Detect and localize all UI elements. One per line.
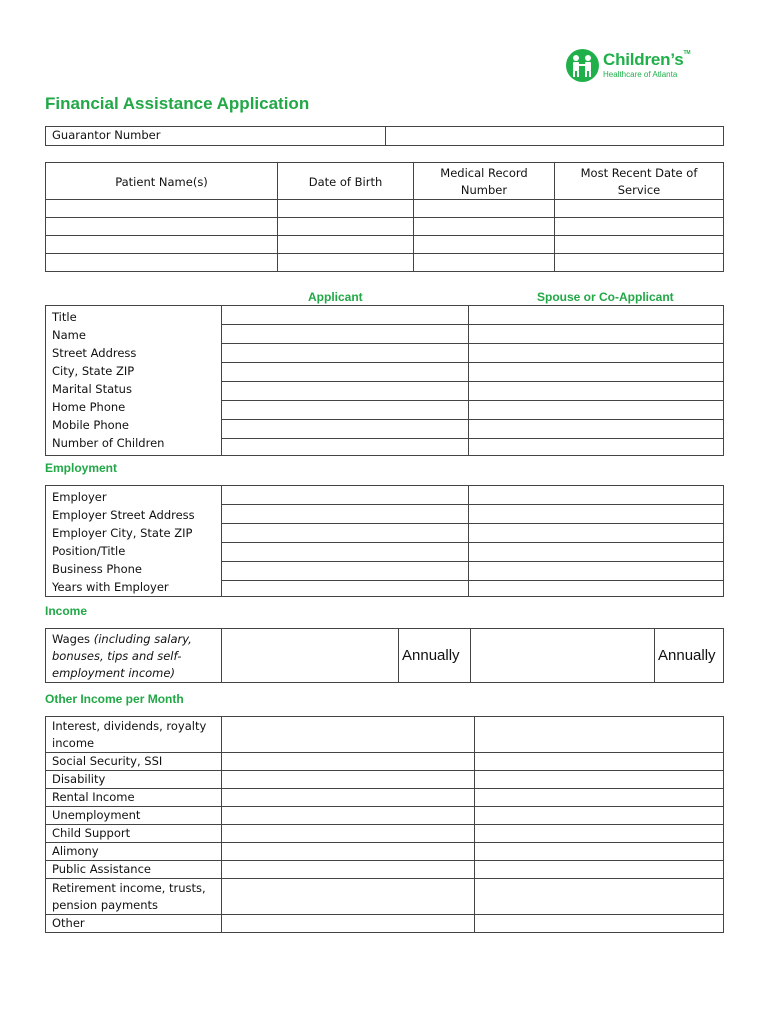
applicant-mobile-phone-input[interactable] [222,420,468,439]
label-home-phone: Home Phone [52,400,126,414]
patient-name-input[interactable] [46,200,278,218]
spouse-employment-column [469,486,724,597]
dob-input[interactable] [278,254,414,272]
label-interest: Interest, dividends, royalty income [46,717,222,753]
applicant-retirement-input[interactable] [222,879,475,915]
patient-name-input[interactable] [46,236,278,254]
label-public-assistance: Public Assistance [46,861,222,879]
label-street-address: Street Address [52,346,137,360]
label-city-state-zip: City, State ZIP [52,364,135,378]
label-employer: Employer [52,490,107,504]
spouse-children-input[interactable] [469,439,723,455]
applicant-alimony-input[interactable] [222,843,475,861]
dob-input[interactable] [278,218,414,236]
spouse-home-phone-input[interactable] [469,401,723,420]
wages-label [46,629,222,683]
applicant-street-input[interactable] [222,344,468,363]
label-number-of-children: Number of Children [52,436,165,450]
logo-name: Children’s™ [603,50,691,69]
applicant-interest-input[interactable] [222,717,475,753]
label-disability: Disability [46,771,222,789]
page-title: Financial Assistance Application [45,94,310,113]
children-figures-icon [566,49,599,82]
applicant-home-phone-input[interactable] [222,401,468,420]
spouse-employer-city-input[interactable] [469,524,723,543]
label-name: Name [52,328,86,342]
spouse-business-phone-input[interactable] [469,562,723,581]
spouse-public-assistance-input[interactable] [475,861,724,879]
spouse-mobile-phone-input[interactable] [469,420,723,439]
spouse-annually-label: Annually [655,629,724,683]
applicant-name-input[interactable] [222,325,468,344]
applicant-wages-input[interactable] [222,629,399,683]
applicant-child-support-input[interactable] [222,825,475,843]
spouse-name-input[interactable] [469,325,723,344]
label-child-support: Child Support [46,825,222,843]
label-social-security: Social Security, SSI [46,753,222,771]
label-mobile-phone: Mobile Phone [52,418,130,432]
logo-tm: TM [683,50,691,56]
income-table [45,628,724,683]
mrn-input[interactable] [414,236,555,254]
applicant-annually-label: Annually [399,629,471,683]
spouse-personal-column [469,306,724,456]
spouse-other-input[interactable] [475,915,724,933]
applicant-personal-column [222,306,469,456]
applicant-other-input[interactable] [222,915,475,933]
spouse-rental-input[interactable] [475,789,724,807]
spouse-marital-input[interactable] [469,382,723,401]
spouse-child-support-input[interactable] [475,825,724,843]
spouse-employer-input[interactable] [469,486,723,505]
mrn-input[interactable] [414,254,555,272]
patients-table [45,162,724,272]
childrens-logo [566,49,716,85]
applicant-city-input[interactable] [222,363,468,382]
employment-heading: Employment [45,461,118,475]
spouse-disability-input[interactable] [475,771,724,789]
applicant-position-input[interactable] [222,543,468,562]
dob-input[interactable] [278,236,414,254]
spouse-position-input[interactable] [469,543,723,562]
label-other: Other [46,915,222,933]
other-income-table [45,716,724,933]
applicant-disability-input[interactable] [222,771,475,789]
mrn-input[interactable] [414,200,555,218]
applicant-title-input[interactable] [222,306,468,325]
employment-table [45,485,724,597]
spouse-alimony-input[interactable] [475,843,724,861]
spouse-city-input[interactable] [469,363,723,382]
applicant-rental-input[interactable] [222,789,475,807]
patient-name-input[interactable] [46,254,278,272]
label-employer-city: Employer City, State ZIP [52,526,193,540]
label-marital-status: Marital Status [52,382,132,396]
guarantor-label: Guarantor Number [46,127,386,146]
label-title: Title [52,310,77,324]
applicant-ssi-input[interactable] [222,753,475,771]
spouse-title-input[interactable] [469,306,723,325]
label-alimony: Alimony [46,843,222,861]
label-unemployment: Unemployment [46,807,222,825]
logo-subtitle: Healthcare of Atlanta [603,70,678,79]
personal-info-table [45,305,724,456]
mrn-input[interactable] [414,218,555,236]
patient-name-input[interactable] [46,218,278,236]
personal-labels [46,306,222,456]
service-date-input[interactable] [555,236,724,254]
spouse-street-input[interactable] [469,344,723,363]
applicant-public-assistance-input[interactable] [222,861,475,879]
applicant-children-input[interactable] [222,439,468,455]
spouse-employer-street-input[interactable] [469,505,723,524]
header-date-of-birth: Date of Birth [278,163,414,200]
guarantor-table [45,126,724,146]
header-patient-name: Patient Name(s) [46,163,278,200]
other-income-heading: Other Income per Month [45,692,184,706]
service-date-input[interactable] [555,200,724,218]
applicant-header: Applicant [308,290,363,304]
spouse-interest-input[interactable] [475,717,724,753]
spouse-header: Spouse or Co-Applicant [537,290,674,304]
label-years-employer: Years with Employer [52,580,169,594]
guarantor-number-input[interactable] [386,127,724,146]
applicant-employer-street-input[interactable] [222,505,468,524]
income-heading: Income [45,604,88,618]
applicant-employment-column [222,486,469,597]
label-rental-income: Rental Income [46,789,222,807]
spouse-wages-input[interactable] [471,629,655,683]
dob-input[interactable] [278,200,414,218]
applicant-employer-city-input[interactable] [222,524,468,543]
applicant-years-input[interactable] [222,581,468,595]
header-most-recent-date: Most Recent Date of Service [555,163,724,200]
applicant-employer-input[interactable] [222,486,468,505]
spouse-retirement-input[interactable] [475,879,724,915]
spouse-ssi-input[interactable] [475,753,724,771]
label-employer-street: Employer Street Address [52,508,195,522]
applicant-business-phone-input[interactable] [222,562,468,581]
employment-labels [46,486,222,597]
applicant-unemployment-input[interactable] [222,807,475,825]
applicant-marital-input[interactable] [222,382,468,401]
spouse-years-input[interactable] [469,581,723,595]
service-date-input[interactable] [555,218,724,236]
label-retirement: Retirement income, trusts, pension payments [46,879,222,915]
wages-label-italic: (including salary, bonuses, tips and self-employment income) [52,632,192,680]
label-position: Position/Title [52,544,126,558]
header-medical-record-number: Medical Record Number [414,163,555,200]
spouse-unemployment-input[interactable] [475,807,724,825]
wages-label-plain: Wages [52,632,94,646]
label-business-phone: Business Phone [52,562,142,576]
service-date-input[interactable] [555,254,724,272]
